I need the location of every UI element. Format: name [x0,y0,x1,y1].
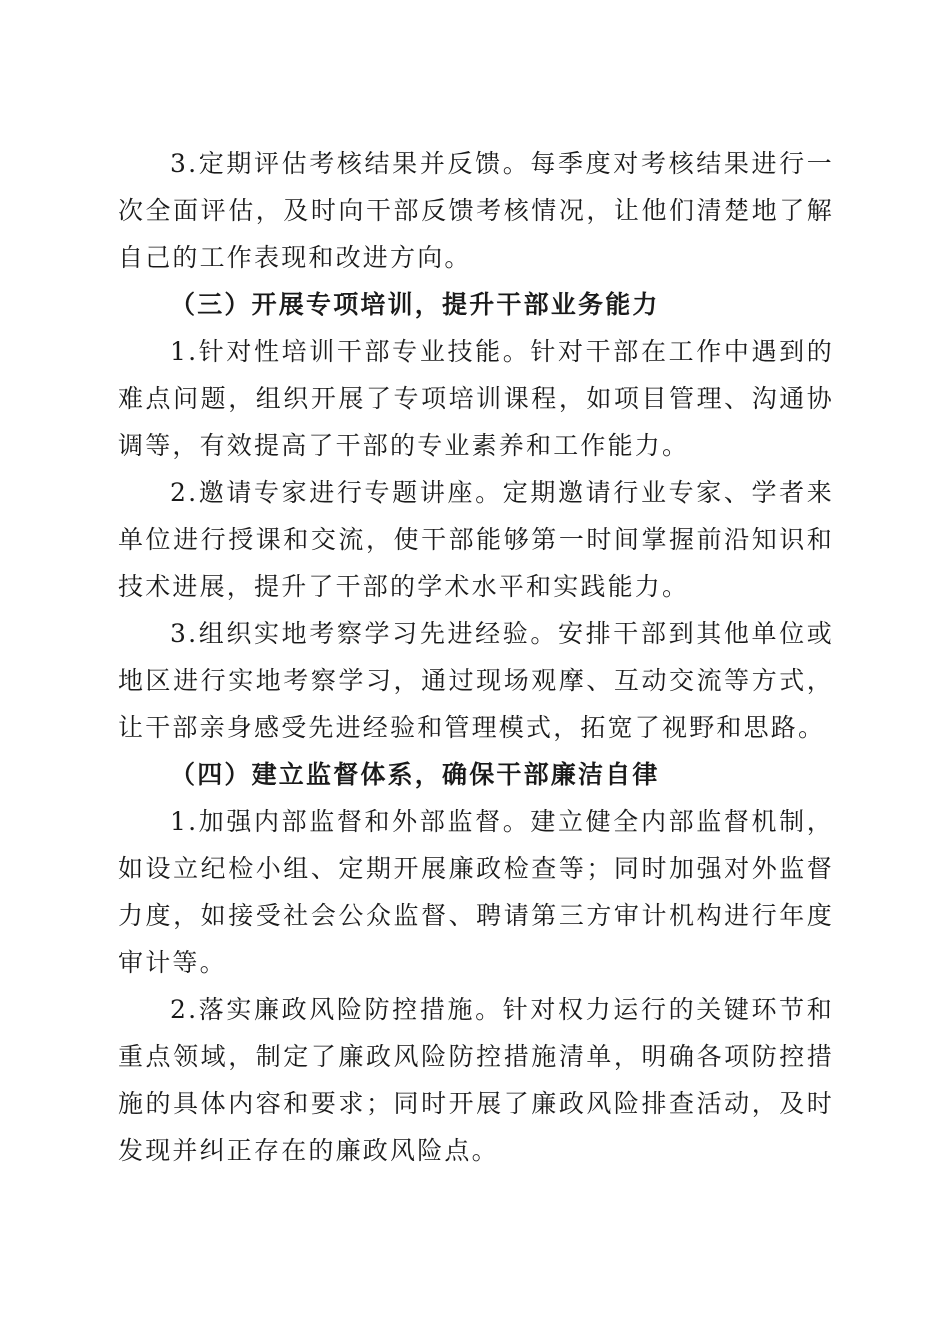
paragraph-skills-training: 1.针对性培训干部专业技能。针对干部在工作中遇到的难点问题，组织开展了专项培训课程，如项目管理、沟通协调等，有效提高了干部的专业素养和工作能力。 [118,337,834,460]
paragraph-evaluation-feedback: 3.定期评估考核结果并反馈。每季度对考核结果进行一次全面评估，及时向干部反馈考核情况，让他们清楚地了解自己的工作表现和改进方向。 [118,149,834,272]
section-heading-supervision: （四）建立监督体系，确保干部廉洁自律 [170,760,660,789]
paragraph-risk-control: 2.落实廉政风险防控措施。针对权力运行的关键环节和重点领域，制定了廉政风险防控措施清单，明确各项防控措施的具体内容和要求；同时开展了廉政风险排查活动，及时发现并纠正存在的廉政风险点。 [118,995,834,1165]
paragraph-internal-external-supervision: 1.加强内部监督和外部监督。建立健全内部监督机制，如设立纪检小组、定期开展廉政检查等；同时加强对外监督力度，如接受社会公众监督、聘请第三方审计机构进行年度审计等。 [118,807,834,977]
paragraph-field-study: 3.组织实地考察学习先进经验。安排干部到其他单位或地区进行实地考察学习，通过现场观摩、互动交流等方式，让干部亲身感受先进经验和管理模式，拓宽了视野和思路。 [118,619,834,742]
section-heading-training: （三）开展专项培训，提升干部业务能力 [170,290,660,319]
document-body [118,140,834,1174]
paragraph-expert-lectures: 2.邀请专家进行专题讲座。定期邀请行业专家、学者来单位进行授课和交流，使干部能够第一时间掌握前沿知识和技术进展，提升了干部的学术水平和实践能力。 [118,478,834,601]
